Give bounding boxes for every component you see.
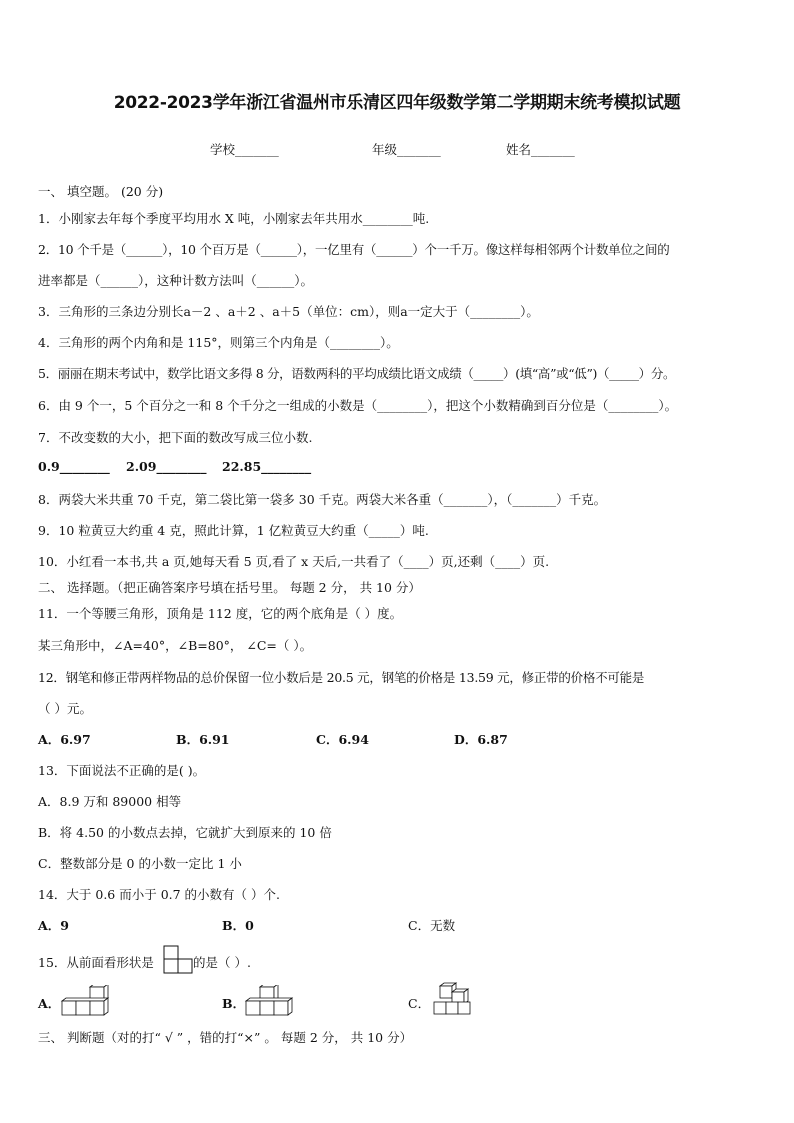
question-8: 8．两袋大米共重 70 千克，第二袋比第一袋多 30 千克。两袋大米各重（_______），（_______）千克。 <box>38 492 607 507</box>
question-10: 10．小红看一本书,共 a 页,她每天看 5 页,看了 x 天后,一共看了（____）页,还剩（____）页. <box>38 554 550 569</box>
q12-option-a: A．6.97 <box>38 732 91 747</box>
q15-option-b-cubes <box>244 985 294 1019</box>
q7-item-1: 0.9________ <box>38 459 110 474</box>
q15-option-c-cubes <box>430 982 474 1018</box>
section-fill-blank-heading: 一、 填空题。 (20 分) <box>38 184 164 199</box>
school-field: 学校_______ <box>210 142 279 157</box>
question-11-line-1: 11．一个等腰三角形，顶角是 112 度，它的两个底角是（ ）度。 <box>38 606 403 621</box>
q15-option-b: B． <box>222 996 246 1011</box>
question-15-text-suffix: 的是（ ）. <box>193 955 251 970</box>
question-3: 3．三角形的三条边分别长a－2 、a＋2 、a＋5（单位：cm），则a一定大于（________）。 <box>38 304 539 319</box>
page-title: 2022-2023学年浙江省温州市乐清区四年级数学第二学期期末统考模拟试题 <box>113 93 681 113</box>
question-9: 9．10 粒黄豆大约重 4 克，照此计算，1 亿粒黄豆大约重（_____）吨. <box>38 523 429 538</box>
front-view-figure <box>163 945 193 975</box>
q12-option-d: D．6.87 <box>454 732 508 747</box>
question-4: 4．三角形的两个内角和是 115°，则第三个内角是（________）。 <box>38 335 399 350</box>
q14-option-b: B．0 <box>222 918 254 933</box>
q7-item-3: 22.85________ <box>222 459 312 474</box>
question-7: 7．不改变数的大小，把下面的数改写成三位小数. <box>38 430 313 445</box>
question-12-line-1: 12．钢笔和修正带两样物品的总价保留一位小数后是 20.5 元，钢笔的价格是 13.59 元，修正带的价格不可能是 <box>38 670 645 685</box>
question-12-line-2: （ ）元。 <box>38 701 92 716</box>
section-judge-heading: 三、 判断题（对的打“ √ ” ，错的打“×” 。 每题 2 分， 共 10 分） <box>38 1030 413 1045</box>
q14-option-c: C．无数 <box>408 918 456 933</box>
section-choice-heading: 二、 选择题。（把正确答案序号填在括号里。 每题 2 分， 共 10 分） <box>38 580 421 595</box>
question-1: 1．小刚家去年每个季度平均用水 X 吨，小刚家去年共用水________吨. <box>38 211 430 226</box>
q13-option-b: B．将 4.50 的小数点去掉，它就扩大到原来的 10 倍 <box>38 825 332 840</box>
q13-option-c: C．整数部分是 0 的小数一定比 1 小 <box>38 856 242 871</box>
question-11-line-2: 某三角形中，∠A=40°，∠B=80°， ∠C=（ ）。 <box>38 638 313 653</box>
question-2-line-2: 进率都是（______），这种计数方法叫（______）。 <box>38 273 314 288</box>
question-15-text: 15．从前面看形状是 <box>38 955 154 970</box>
question-2-line-1: 2．10 个千是（______），10 个百万是（______），一亿里有（______）个一千万。像这样每相邻两个计数单位之间的 <box>38 242 670 257</box>
q13-option-a: A．8.9 万和 89000 相等 <box>38 794 182 809</box>
grade-field: 年级_______ <box>372 142 441 157</box>
q15-option-a-cubes <box>60 985 110 1019</box>
q12-option-b: B．6.91 <box>176 732 230 747</box>
question-6: 6．由 9 个一，5 个百分之一和 8 个千分之一组成的小数是（________），把这个小数精确到百分位是（________）。 <box>38 398 678 413</box>
q15-option-a: A． <box>38 996 61 1011</box>
name-field: 姓名_______ <box>506 142 575 157</box>
q12-option-c: C．6.94 <box>316 732 369 747</box>
question-5: 5．丽丽在期末考试中，数学比语文多得 8 分，语数两科的平均成绩比语文成绩（_____）(填“高”或“低”)（_____）分。 <box>38 366 676 381</box>
question-13: 13．下面说法不正确的是( )。 <box>38 763 206 778</box>
q14-option-a: A．9 <box>38 918 69 933</box>
question-14: 14．大于 0.6 而小于 0.7 的小数有（ ）个. <box>38 887 281 902</box>
q15-option-c: C． <box>408 996 431 1011</box>
q7-item-2: 2.09________ <box>126 459 207 474</box>
